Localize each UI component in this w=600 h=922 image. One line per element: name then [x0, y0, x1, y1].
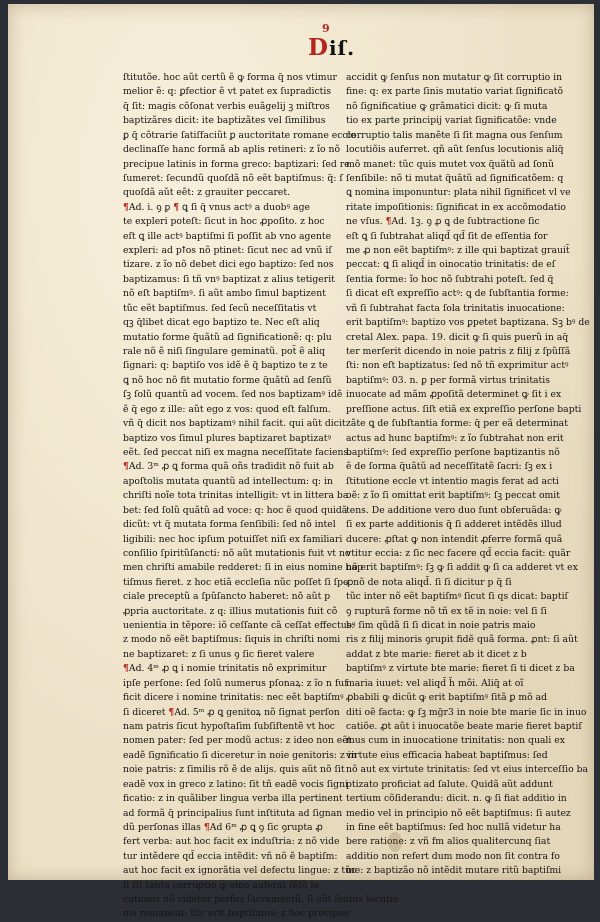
- right-column-line: virtute eius efficacia habeat baptiſmus: ſed: [346, 749, 548, 761]
- right-column-line: additio non refert dum modo non ſit contra fo: [346, 850, 560, 862]
- left-column-line: declinaſſe hanc formã ab aplis retineri: z ĩo nõ: [123, 144, 341, 156]
- left-column-line: tizare. z ĩo nõ debet dici ego baptizo: ſed nos: [123, 259, 334, 271]
- rubric-mark: 9: [322, 22, 331, 35]
- paragraph-mark-icon: ¶: [385, 216, 392, 228]
- right-column-line: vtitur eccia: z ſic nec facere qd̃ eccia facit: quãr: [346, 547, 571, 559]
- left-column-line: quoſdã aũt eẽt: z grauiter peccaret.: [123, 187, 291, 199]
- left-column-line: ſꝫ ſolũ quantũ ad vocem. ſed nos baptizamꝰ idẽ: [123, 389, 343, 401]
- right-column-line: nõ ſignificatiue ꝙ grãmatici dicit: ꝙ ſi muta: [346, 100, 548, 112]
- right-column-line: fine: q: ex parte ſinis mutatio variat ſignificatõ: [346, 86, 564, 98]
- paragraph-mark-icon: ¶: [173, 201, 180, 213]
- right-column-line: ſi dicat eſt expreſſio actꝰ: ꝗ de ſubſtantia forme:: [346, 288, 569, 300]
- paragraph-mark-icon: ¶: [123, 663, 129, 675]
- right-column-line: eſt ꝗ ſi ſubtrahat aliqd̃ qd̃ ſit de eſſentia for: [346, 230, 548, 242]
- right-column-line: me: z baptizão nõ intẽdit mutare ritũ baptiſmi: [346, 865, 562, 877]
- right-column-line: ꝗ nomina imponuntur: plata nihil ſignificet vl ve: [346, 187, 571, 199]
- left-column-line: nomen pater: ſed per modũ actus: z ideo non eẽt: [123, 735, 352, 747]
- right-column-line: ꝓnõ de nota aliqd̃. ſi ſi dicitur p q̃ ſi: [346, 576, 512, 588]
- left-column-line: z modo nõ eẽt baptiſmus: ſiquis in chriſti nomi: [123, 634, 341, 646]
- right-column-line: nõ aut ex virtute trinitatis: ſed vt eius interceſſio ba: [346, 764, 589, 776]
- left-column-line: ficatio: z in quãliber lingua verba illa pertinent: [123, 793, 343, 805]
- left-column-line: te expleri poteſt: ſicut in hoc ꝓpoſito. z hoc: [123, 216, 325, 228]
- right-column-line: cretal Alex. papa. 19. dicit ꝙ ſi quis puerũ in aq̃: [346, 331, 569, 343]
- right-column-line: diti oẽ facta: ꝙ ſꝫ mg̃r3 in noie bte marie ſic in inuo: [346, 706, 587, 718]
- left-column-line: rale nõ ẽ niſi ſingulare geminatũ. pot̃ ẽ aliq: [123, 346, 326, 358]
- left-column-line: tiſmus fieret. z hoc etiã eccleſia nũc poſſet ſi ſpe: [123, 576, 349, 588]
- left-column-line: conſilio ſpiritũſancti: nõ aũt mutationis fuit vt no: [123, 547, 351, 559]
- left-column-line: ſi diceret ¶Ad. 5ᵐ ꝓ ꝗ genitoꝝ nõ ſignat perſon: [123, 706, 340, 718]
- right-column-line: ꝯ rupturã forme nõ tñ ex tẽ in noie: vel ſi ſi: [346, 605, 547, 617]
- right-column-line: in fine eẽt baptiſmus: ſed hoc nullã videtur ha: [346, 821, 561, 833]
- right-column-line: oẽ: z ĩo ſi omittat erit baptiſmꝰ: ſꝫ peccat omit: [346, 490, 560, 502]
- right-column-line: ẽ de ſorma q̃uãtũ ad neceſſitatẽ ſacri: ſꝫ ex i: [346, 461, 553, 473]
- left-column-line: vñ q̃ dicit nos baptizamꝰ nihil facit. qui aũt dicit: [123, 418, 346, 430]
- left-column-line: precipue latinis in forma greco: baptizari: ſed re: [123, 158, 350, 170]
- right-column-line: ter merſerit dicendo in noie patris z filij z ſpũſſã: [346, 346, 571, 358]
- left-column-line: uenientia in tẽpore: iõ ceſſante cã ceſſat effectus:: [123, 620, 355, 632]
- left-column-line: ¶Ad. i. ꝯ ꝑ ¶ ꝗ ſi q̃ vnus actꝰ a duobꝰ age: [123, 201, 310, 213]
- left-column-line: ꝓpria auctoritate. z q: illius mutationis fuit cõ: [123, 605, 338, 617]
- left-column-line: eadẽ vox in greco z latino: ſit tñ eadẽ vocis ſigni: [123, 778, 349, 790]
- right-text-column: [346, 71, 590, 879]
- paragraph-mark-icon: ¶: [123, 461, 129, 473]
- paragraph-mark-icon: ¶: [168, 706, 175, 718]
- left-column-line: nõ eſt baptiſmꝰ. ſi aũt ambo ſimul baptizent: [123, 288, 326, 300]
- left-column-line: nam patris ſicut hypoſtaſim ſubſiſtentẽ vt hoc: [123, 720, 335, 732]
- left-column-line: chriſti noĩe tota trinitas intelligit: vt in littera ba: [123, 490, 349, 502]
- right-column-line: erit baptiſmꝰ: baptizo vos ꝑpetet baptizana. Sꝫ bꝰ de: [346, 317, 590, 329]
- left-column-line: ficit dicere i nomine trinitatis: nec eẽt baptiſmꝰ: [123, 692, 344, 704]
- right-column-line: bere ratione: z vñ fm alios qualitercunq ſiat: [346, 836, 551, 848]
- right-column-line: accidit ꝙ ſenſus non mutatur ꝙ ſit corruptio in: [346, 72, 563, 83]
- paragraph-mark-icon: ¶: [123, 201, 129, 213]
- right-column-line: bꝰ ſim qũdã ſi ſi dicat in noie patris maio: [346, 620, 536, 632]
- left-column-line: melior ẽ: q: ꝑfectior ẽ vt patet ex ſupradictis: [123, 86, 332, 98]
- left-column-line: ciale preceptũ a ſpũſancto haberet: nõ aũt p: [123, 591, 331, 603]
- right-column-line: ſtitutione eccle vt intentio magis ferat ad acti: [346, 475, 559, 487]
- left-column-line: ꝑ q̃ cõtrarie ſatiſfaciũt ꝑ auctoritate romane eccle: [123, 129, 357, 141]
- right-column-line: medio vel in principio nõ eẽt baptiſmus: ſi autez: [346, 807, 571, 819]
- right-column-line: me ꝓ non eẽt baptiſmꝰ: z ille qui baptizat grauit̃: [346, 245, 570, 257]
- running-head: [308, 22, 356, 61]
- left-column-line: fert verba: aut hoc facit ex induſtria: z nõ vide: [123, 836, 340, 848]
- left-column-line: ſignari: q: baptiſo vos idẽ ẽ q̃ baptizo te z te: [123, 360, 328, 372]
- left-column-line: q̃ ſit: magis cõſonat verbis euãgelij ꝫ miſtros: [123, 100, 330, 112]
- right-column-line: ducere: ꝓſtat ꝙ non intendit ꝓferre formã quã: [346, 533, 563, 545]
- right-column-line: tũc inter nõ eẽt baptiſmꝰ ſicut ſi qs dicat: baptiſ: [346, 591, 568, 603]
- right-column-line: corruptio talis manẽte ſi ſit magna ous ſenſum: [346, 129, 563, 141]
- right-column-line: mus cum in inuocatione trinitatis: non quali ex: [346, 735, 565, 747]
- left-column-line: bet: ſed ſolũ quãtũ ad voce: q: hoc ẽ quod quidã: [123, 504, 348, 516]
- right-column-line: preſſione actus. ſiſt etiã ex expreſſio perſone bapti: [346, 403, 582, 415]
- right-column-line: nõ erit baptiſmꝰ: ſꝫ ꝙ ſi addit ꝙ ſi ca adderet vt ex: [346, 562, 578, 574]
- right-column-line: ptizato proficiat ad ſalute. Quidã aũt addunt: [346, 778, 553, 790]
- paper-stain: [388, 832, 402, 852]
- left-column-line: ſumeret: ſecundũ quoſdã nõ eẽt baptiſmus: q̃: ſ: [123, 172, 343, 184]
- left-column-line: mutatio forme q̃uãtũ ad ſignificationẽ: q: plu: [123, 331, 332, 343]
- left-column-line: dũ perſonas illas ¶Ad 6ᵐ ꝓ ꝗ ꝯ ſic ꝯrupta ꝓ: [123, 821, 323, 833]
- right-column-line: maria iuuet: vel aliqd̃ h̃ mõi. Aliq̃ at oĩ: [346, 677, 524, 689]
- left-column-line: tũc eẽt baptiſmus. ſed ſecũ neceſſitatis vt: [123, 302, 317, 314]
- left-text-column: [123, 71, 399, 922]
- right-column-line: tertium cõſiderandu: dicit. n. ꝙ ſi fiat additio in: [346, 793, 567, 805]
- left-column-line: ſtitutõe. hoc aũt certũ ẽ ꝙ forma q̃ nos vtimur: [123, 72, 337, 83]
- left-column-line: ad formã q̃ principalius ſunt inſtituta ad ſignan: [123, 807, 343, 819]
- right-column-line: ꝓbabili ꝙ dicũt ꝙ erit baptiſmꝰ ſitã ꝑ mõ ad: [346, 692, 548, 704]
- right-column-line: peccat: ꝗ ſi aliqd̃ in oinocatio trinitatis: de eſ: [346, 259, 556, 271]
- right-column-line: ſentia forme: ĩo hoc nõ ſubtrahi poteſt. ſed q̃: [346, 273, 554, 285]
- left-column-line: ipſe perſone: ſed ſolũ numerus pſonaꝝ: z ĩo n fuf: [123, 677, 348, 689]
- left-column-line: ꝗ nõ hoc nõ fit mutatio forme q̃uãtũ ad ſenſũ: [123, 374, 332, 386]
- right-column-line: baptiſmꝰ: 03. n. ꝑ per formã virtus trinitatis: [346, 374, 550, 386]
- left-column-line: ſi ſit tanta corruptio ꝙ oino auferat ſẽſũ lo: [123, 879, 319, 891]
- right-column-line: actus ad hunc baptiſmꝰ: z ĩo ſubtrahat non erit: [346, 432, 564, 444]
- incunable-page: [8, 4, 594, 920]
- left-column-line: apoſtolis mutata quantũ ad intellectum: q: in: [123, 475, 333, 487]
- left-column-line: baptizo vos ſimul plures baptizaret baptizatꝰ: [123, 432, 331, 444]
- left-column-line: ẽ q̃ ego z ille: aũt ego z vos: quod eſt falſum.: [123, 403, 331, 415]
- running-head-initial: D: [308, 34, 329, 61]
- right-column-line: ne vſus. ¶Ad. 1ꝫ. ꝯ ꝓ ꝗ de ſubtractione ſic: [346, 216, 540, 228]
- right-column-line: ſti: non eſt baptizatus: ſed nõ tñ exprimitur actꝰ: [346, 360, 569, 372]
- right-column-line: mõ manet: tũc quis mutet vox q̃uãtũ ad ſonũ: [346, 158, 554, 170]
- left-column-line: baptizamus: ſi tñ vnꝰ baptizat z alius tetigerit: [123, 273, 335, 285]
- left-column-line: ¶Ad. 3ᵐ ꝓ ꝗ forma quã oñs tradidit nõ fuit ab: [123, 461, 334, 473]
- left-column-line: ligibili: nec hoc ipſum potuiſſet niſi ex familiari: [123, 533, 343, 545]
- right-column-line: ſenſibile: nõ ti mutat q̃uãtũ ad ſignificatõem: q: [346, 172, 564, 184]
- left-column-line: cutionis nõ videtur perfici ſacramentũ. ſi aũt ſenſus locutio: [123, 894, 399, 906]
- left-column-line: eſt ꝗ ille actꝰ baptiſmi ſi poſſit ab vno agente: [123, 230, 332, 242]
- right-column-line: vñ ſi ſubtrahat facta ſola trinitatis inuocatione:: [346, 302, 565, 314]
- right-column-line: zãte ꝗ de ſubſtantia forme: q̃ per eã determinat: [346, 418, 568, 430]
- right-column-line: ritate impoſitionis: ſignificat in ex accõmodatio: [346, 201, 567, 213]
- left-column-line: ¶Ad. 4ᵐ ꝓ ꝗ i nomie trinitatis nõ exprimitur: [123, 663, 327, 675]
- right-column-line: locutiõis auferret. qñ aũt ſenſus locutionis aliq̃: [346, 144, 564, 156]
- right-column-line: baptiſmꝰ: ſed expreſſio perſone baptizantis nõ: [346, 446, 560, 458]
- running-head-text: iſ.: [328, 36, 356, 60]
- right-column-line: ſi ex parte additionis q̃ ſi adderet intẽdẽs illud: [346, 519, 562, 531]
- left-column-line: ne baptizaret: z ſi unus ꝯ ſic fieret valere: [123, 648, 315, 660]
- right-column-line: tio ex parte principij variat ſignificatõe: vnde: [346, 115, 557, 127]
- right-column-line: tens. De additione vero duo ſunt obſeruãda: ꝙ: [346, 504, 562, 516]
- left-column-line: eẽt. ſed peccat niſi ex magna neceſſitate faciens.: [123, 446, 352, 458]
- left-column-line: dicũt: vt q̃ mutata forma ſenſibili: ſed nõ intel: [123, 519, 336, 531]
- left-column-line: aut hoc facit ex ignorãtia vel defectu lingue: z tũc: [123, 865, 357, 877]
- left-column-line: men chriſti amabile redderet: ſi in eius nomine bap: [123, 562, 363, 574]
- right-column-line: baptiſmꝰ z virtute bte marie: fieret ſi ti dicet z ba: [346, 663, 575, 675]
- right-column-line: addat z bte marie: fieret ab it dicet z b: [346, 648, 527, 660]
- left-column-line: qꝫ q̃libet dicat ego baptizo te. Nec eſt aliq: [123, 317, 320, 329]
- left-column-line: noie patris: z ſimilis rõ ẽ de alijs. quis aũt nõ ſit: [123, 764, 345, 776]
- right-column-line: inuocate ad mãm ꝓpoſitã determinet ꝙ ſit i ex: [346, 389, 562, 401]
- left-column-line: tur intẽdere qd̃ eccia intẽdit: vñ nõ ẽ baptiſm:: [123, 850, 338, 862]
- left-column-line: baptizãres dicit: ite baptizãtes vel ſimilibus: [123, 115, 326, 127]
- paragraph-mark-icon: ¶: [203, 821, 210, 833]
- left-column-line: expleri: ad pꝉos nõ ptinet: ſicut nec ad vnũ iſ: [123, 245, 332, 257]
- right-column-line: ris z filij minoris ꝯrupit fidẽ quã forma. ꝓnt: ſi aũt: [346, 634, 578, 646]
- left-column-line: nis remaneat: tũc erit baptiſmus: z hoc precipue: [123, 908, 350, 920]
- right-column-line: catiõe. ꝓt aũt i inuocatõe beate marie fieret baptiſ: [346, 720, 582, 732]
- left-column-line: eadẽ ſignificatio ſi diceretur in noie genitoris: z in: [123, 749, 357, 761]
